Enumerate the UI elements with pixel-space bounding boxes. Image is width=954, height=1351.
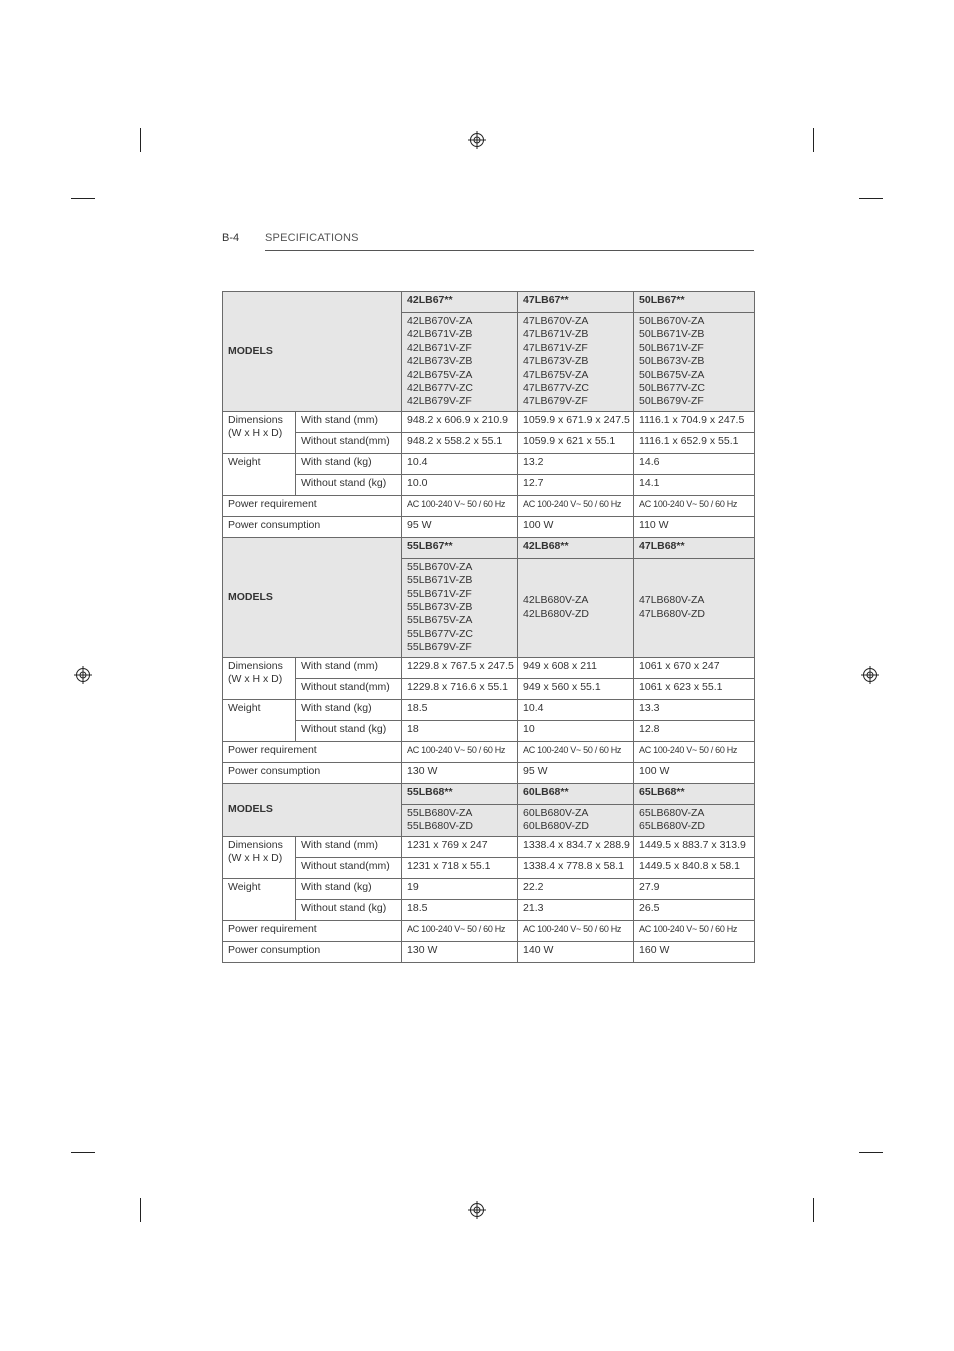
model-list bbox=[402, 313, 518, 412]
crop-mark-right-lower bbox=[859, 1152, 883, 1153]
page-header bbox=[222, 232, 754, 252]
dimension-value: 1059.9 x 621 x 55.1 bbox=[518, 432, 634, 453]
power-requirement-value: AC 100-240 V~ 50 / 60 Hz bbox=[402, 920, 518, 941]
power-requirement-value: AC 100-240 V~ 50 / 60 Hz bbox=[518, 495, 634, 516]
model-number: 50LB677V-ZC bbox=[639, 382, 705, 395]
model-number: 47LB675V-ZA bbox=[523, 368, 589, 381]
model-number: 55LB671V-ZB bbox=[407, 574, 473, 587]
model-number: 47LB671V-ZB bbox=[523, 328, 589, 341]
model-number: 55LB680V-ZA bbox=[407, 806, 473, 819]
power-requirement-value: AC 100-240 V~ 50 / 60 Hz bbox=[634, 495, 755, 516]
model-list bbox=[402, 804, 518, 836]
weight-value: 12.7 bbox=[518, 474, 634, 495]
power-consumption-value: 100 W bbox=[518, 516, 634, 537]
models-label: MODELS bbox=[223, 783, 402, 836]
weight-without-stand-row bbox=[223, 474, 755, 495]
without-stand-kg-label: Without stand (kg) bbox=[296, 720, 402, 741]
dimension-value: 1059.9 x 671.9 x 247.5 bbox=[518, 411, 634, 432]
series-name: 50LB67** bbox=[634, 292, 755, 313]
dimension-value: 1449.5 x 840.8 x 58.1 bbox=[634, 857, 755, 878]
model-number: 50LB673V-ZB bbox=[639, 355, 705, 368]
model-number: 42LB673V-ZB bbox=[407, 355, 473, 368]
model-list bbox=[634, 313, 755, 412]
dimensions-text: Dimensions bbox=[228, 838, 283, 851]
dimensions-with-stand-row bbox=[223, 657, 755, 678]
model-number: 47LB673V-ZB bbox=[523, 355, 589, 368]
model-number: 47LB679V-ZF bbox=[523, 395, 588, 408]
dimensions-label bbox=[223, 836, 296, 878]
series-name: 42LB68** bbox=[518, 537, 634, 558]
dimension-value: 1061 x 623 x 55.1 bbox=[634, 678, 755, 699]
model-number: 47LB671V-ZF bbox=[523, 341, 588, 354]
crop-mark-right-upper bbox=[859, 198, 883, 199]
power-consumption-label: Power consumption bbox=[223, 516, 402, 537]
power-consumption-value: 130 W bbox=[402, 941, 518, 962]
weight-value: 22.2 bbox=[518, 878, 634, 899]
model-number: 50LB670V-ZA bbox=[639, 315, 705, 327]
weight-value: 18.5 bbox=[402, 899, 518, 920]
without-stand-mm-label: Without stand(mm) bbox=[296, 857, 402, 878]
model-number: 42LB680V-ZD bbox=[523, 607, 589, 620]
dimensions-label bbox=[223, 657, 296, 699]
power-requirement-row bbox=[223, 495, 755, 516]
without-stand-mm-label: Without stand(mm) bbox=[296, 432, 402, 453]
power-consumption-value: 100 W bbox=[634, 762, 755, 783]
power-requirement-value: AC 100-240 V~ 50 / 60 Hz bbox=[402, 741, 518, 762]
weight-without-stand-row bbox=[223, 899, 755, 920]
model-number: 50LB679V-ZF bbox=[639, 395, 704, 408]
power-requirement-label: Power requirement bbox=[223, 495, 402, 516]
model-number: 50LB671V-ZB bbox=[639, 328, 705, 341]
crop-mark-top-left bbox=[140, 128, 141, 152]
dimension-value: 1116.1 x 704.9 x 247.5 bbox=[634, 411, 755, 432]
series-name: 60LB68** bbox=[518, 783, 634, 804]
power-consumption-value: 130 W bbox=[402, 762, 518, 783]
registration-target-icon bbox=[468, 131, 486, 149]
models-label: MODELS bbox=[223, 537, 402, 657]
specifications-table bbox=[222, 291, 755, 963]
series-name: 47LB67** bbox=[518, 292, 634, 313]
weight-with-stand-row bbox=[223, 878, 755, 899]
weight-value: 14.1 bbox=[634, 474, 755, 495]
model-number: 47LB680V-ZA bbox=[639, 594, 705, 607]
model-number: 42LB671V-ZF bbox=[407, 341, 472, 354]
power-consumption-value: 160 W bbox=[634, 941, 755, 962]
dimension-value: 948.2 x 558.2 x 55.1 bbox=[402, 432, 518, 453]
model-list bbox=[518, 558, 634, 657]
dimensions-unit: (W x H x D) bbox=[228, 851, 283, 864]
dimensions-label bbox=[223, 411, 296, 453]
model-number: 42LB671V-ZB bbox=[407, 328, 473, 341]
weight-value: 14.6 bbox=[634, 453, 755, 474]
dimension-value: 1231 x 769 x 247 bbox=[402, 836, 518, 857]
model-number: 42LB679V-ZF bbox=[407, 395, 472, 408]
power-requirement-value: AC 100-240 V~ 50 / 60 Hz bbox=[518, 741, 634, 762]
model-number: 50LB671V-ZF bbox=[639, 341, 704, 354]
model-number: 65LB680V-ZD bbox=[639, 820, 705, 833]
dimensions-text: Dimensions bbox=[228, 413, 283, 426]
model-number: 47LB677V-ZC bbox=[523, 382, 589, 395]
dimension-value: 949 x 608 x 211 bbox=[518, 657, 634, 678]
header-rule bbox=[265, 250, 754, 251]
model-number: 42LB677V-ZC bbox=[407, 382, 473, 395]
power-requirement-value: AC 100-240 V~ 50 / 60 Hz bbox=[402, 495, 518, 516]
dimensions-without-stand-row bbox=[223, 678, 755, 699]
registration-target-icon bbox=[74, 666, 92, 684]
model-number: 50LB675V-ZA bbox=[639, 368, 705, 381]
with-stand-kg-label: With stand (kg) bbox=[296, 878, 402, 899]
dimension-value: 1061 x 670 x 247 bbox=[634, 657, 755, 678]
model-list bbox=[634, 804, 755, 836]
series-name: 42LB67** bbox=[402, 292, 518, 313]
model-number: 55LB671V-ZF bbox=[407, 587, 472, 600]
registration-target-icon bbox=[468, 1201, 486, 1219]
series-name: 47LB68** bbox=[634, 537, 755, 558]
power-consumption-label: Power consumption bbox=[223, 941, 402, 962]
model-number: 42LB670V-ZA bbox=[407, 315, 473, 327]
series-header-row bbox=[223, 292, 755, 313]
page-number: B-4 bbox=[222, 232, 240, 244]
weight-with-stand-row bbox=[223, 453, 755, 474]
model-number: 47LB680V-ZD bbox=[639, 607, 705, 620]
weight-value: 13.3 bbox=[634, 699, 755, 720]
weight-value: 12.8 bbox=[634, 720, 755, 741]
power-requirement-row bbox=[223, 741, 755, 762]
power-requirement-label: Power requirement bbox=[223, 920, 402, 941]
model-number: 60LB680V-ZD bbox=[523, 820, 589, 833]
dimension-value: 1116.1 x 652.9 x 55.1 bbox=[634, 432, 755, 453]
with-stand-kg-label: With stand (kg) bbox=[296, 699, 402, 720]
with-stand-mm-label: With stand (mm) bbox=[296, 836, 402, 857]
model-number: 55LB670V-ZA bbox=[407, 560, 473, 573]
crop-mark-top-right bbox=[813, 128, 814, 152]
model-number: 55LB675V-ZA bbox=[407, 614, 473, 627]
model-number: 65LB680V-ZA bbox=[639, 806, 705, 819]
power-consumption-row bbox=[223, 516, 755, 537]
models-label: MODELS bbox=[223, 292, 402, 412]
series-header-row bbox=[223, 783, 755, 804]
dimensions-unit: (W x H x D) bbox=[228, 427, 283, 440]
series-name: 55LB68** bbox=[402, 783, 518, 804]
weight-value: 19 bbox=[402, 878, 518, 899]
dimension-value: 1449.5 x 883.7 x 313.9 bbox=[634, 836, 755, 857]
dimension-value: 1229.8 x 716.6 x 55.1 bbox=[402, 678, 518, 699]
dimension-value: 1231 x 718 x 55.1 bbox=[402, 857, 518, 878]
dimensions-with-stand-row bbox=[223, 836, 755, 857]
series-name: 65LB68** bbox=[634, 783, 755, 804]
section-title: SPECIFICATIONS bbox=[265, 232, 359, 244]
model-list bbox=[518, 313, 634, 412]
model-number: 42LB680V-ZA bbox=[523, 594, 589, 607]
weight-value: 27.9 bbox=[634, 878, 755, 899]
weight-label: Weight bbox=[223, 699, 296, 741]
weight-value: 21.3 bbox=[518, 899, 634, 920]
power-consumption-value: 110 W bbox=[634, 516, 755, 537]
with-stand-mm-label: With stand (mm) bbox=[296, 411, 402, 432]
specifications-table-body bbox=[223, 292, 755, 963]
without-stand-kg-label: Without stand (kg) bbox=[296, 474, 402, 495]
power-requirement-value: AC 100-240 V~ 50 / 60 Hz bbox=[634, 920, 755, 941]
weight-value: 26.5 bbox=[634, 899, 755, 920]
power-requirement-row bbox=[223, 920, 755, 941]
series-header-row bbox=[223, 537, 755, 558]
with-stand-kg-label: With stand (kg) bbox=[296, 453, 402, 474]
model-number: 55LB677V-ZC bbox=[407, 627, 473, 640]
power-consumption-row bbox=[223, 941, 755, 962]
with-stand-mm-label: With stand (mm) bbox=[296, 657, 402, 678]
weight-value: 10.4 bbox=[402, 453, 518, 474]
model-number: 55LB673V-ZB bbox=[407, 601, 473, 614]
model-list bbox=[518, 804, 634, 836]
weight-value: 18.5 bbox=[402, 699, 518, 720]
weight-value: 18 bbox=[402, 720, 518, 741]
series-name: 55LB67** bbox=[402, 537, 518, 558]
dimension-value: 1229.8 x 767.5 x 247.5 bbox=[402, 657, 518, 678]
dimensions-without-stand-row bbox=[223, 432, 755, 453]
power-consumption-row bbox=[223, 762, 755, 783]
power-consumption-value: 140 W bbox=[518, 941, 634, 962]
dimensions-without-stand-row bbox=[223, 857, 755, 878]
model-number: 42LB675V-ZA bbox=[407, 368, 473, 381]
without-stand-mm-label: Without stand(mm) bbox=[296, 678, 402, 699]
power-consumption-value: 95 W bbox=[518, 762, 634, 783]
registration-target-icon bbox=[861, 666, 879, 684]
weight-without-stand-row bbox=[223, 720, 755, 741]
power-requirement-value: AC 100-240 V~ 50 / 60 Hz bbox=[634, 741, 755, 762]
power-consumption-label: Power consumption bbox=[223, 762, 402, 783]
model-number: 47LB670V-ZA bbox=[523, 315, 589, 327]
dimension-value: 1338.4 x 778.8 x 58.1 bbox=[518, 857, 634, 878]
crop-mark-left-lower bbox=[71, 1152, 95, 1153]
dimension-value: 1338.4 x 834.7 x 288.9 bbox=[518, 836, 634, 857]
crop-mark-bottom-right bbox=[813, 1198, 814, 1222]
dimension-value: 949 x 560 x 55.1 bbox=[518, 678, 634, 699]
weight-label: Weight bbox=[223, 453, 296, 495]
crop-mark-left-upper bbox=[71, 198, 95, 199]
power-consumption-value: 95 W bbox=[402, 516, 518, 537]
weight-value: 13.2 bbox=[518, 453, 634, 474]
model-number: 60LB680V-ZA bbox=[523, 806, 589, 819]
dimensions-with-stand-row bbox=[223, 411, 755, 432]
model-number: 55LB679V-ZF bbox=[407, 641, 472, 654]
dimension-value: 948.2 x 606.9 x 210.9 bbox=[402, 411, 518, 432]
dimensions-unit: (W x H x D) bbox=[228, 673, 283, 686]
model-number: 55LB680V-ZD bbox=[407, 820, 473, 833]
crop-mark-bottom-left bbox=[140, 1198, 141, 1222]
weight-value: 10 bbox=[518, 720, 634, 741]
model-list bbox=[634, 558, 755, 657]
power-requirement-label: Power requirement bbox=[223, 741, 402, 762]
dimensions-text: Dimensions bbox=[228, 659, 283, 672]
without-stand-kg-label: Without stand (kg) bbox=[296, 899, 402, 920]
weight-value: 10.0 bbox=[402, 474, 518, 495]
power-requirement-value: AC 100-240 V~ 50 / 60 Hz bbox=[518, 920, 634, 941]
weight-label: Weight bbox=[223, 878, 296, 920]
weight-value: 10.4 bbox=[518, 699, 634, 720]
model-list bbox=[402, 558, 518, 657]
weight-with-stand-row bbox=[223, 699, 755, 720]
